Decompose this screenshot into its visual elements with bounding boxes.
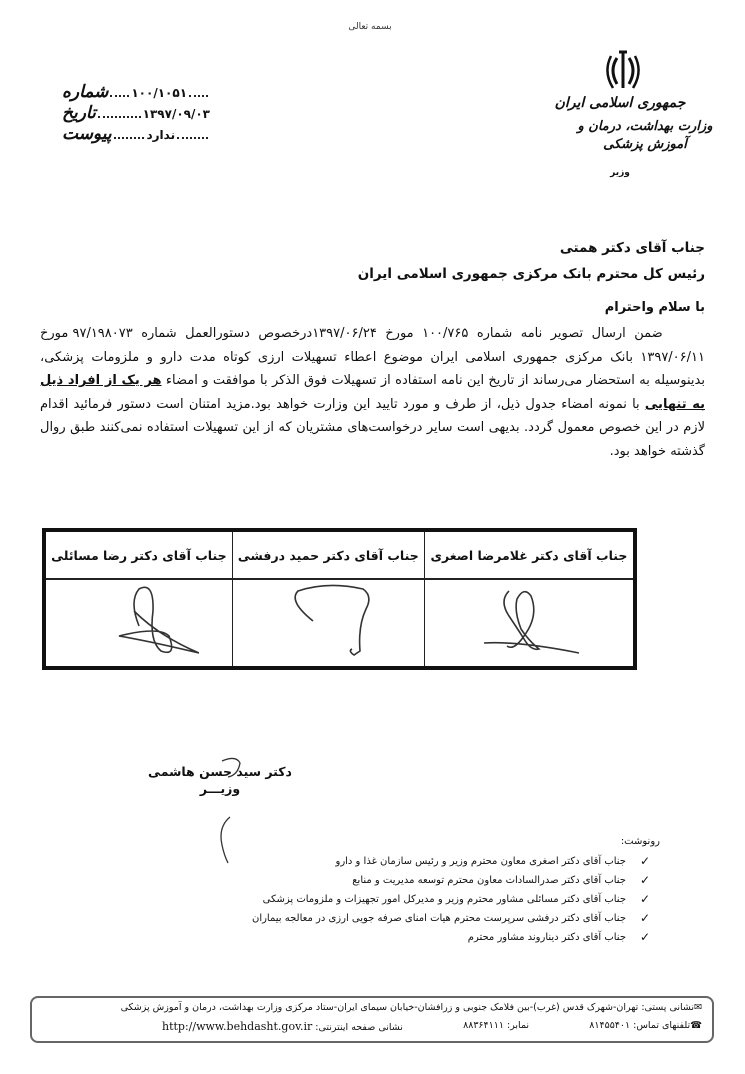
cc-item: [200, 852, 650, 871]
signatory-name: دکتر سید حسن هاشمی: [148, 764, 292, 779]
dotted-leader: [98, 116, 141, 118]
handwritten-signature-3: [79, 581, 199, 661]
dotted-leader: [114, 137, 145, 139]
letter-body: [40, 322, 705, 463]
cc-item-text: جناب آقای دکتر اصغری معاون محترم وزیر و رئیس سازمان غذا و دارو: [335, 856, 626, 867]
footer-phone-text: تلفنهای تماس: ۸۱۴۵۵۴۰۱: [589, 1020, 691, 1031]
handwritten-signature-1: [469, 581, 589, 661]
addressee-name: جناب آقای دکتر همتی: [559, 240, 705, 256]
number-label: شماره: [62, 82, 109, 102]
signature-row: [44, 579, 635, 668]
cc-list: [200, 852, 650, 947]
phone-icon: ☎: [690, 1020, 702, 1031]
meta-date-row: [60, 103, 210, 124]
dotted-leader: [177, 137, 208, 139]
logo-text-republic: جمهوری اسلامی ایران: [554, 95, 686, 111]
cc-item: [200, 871, 650, 890]
cc-title: رونوشت:: [620, 836, 660, 847]
date-value: ۱۳۹۷/۰۹/۰۳: [142, 107, 210, 121]
footer-contacts: [162, 1020, 702, 1033]
signatory-column-3: جناب آقای دکتر رضا مسائلی: [44, 530, 232, 579]
cc-item: [200, 890, 650, 909]
cc-item-text: جناب آقای دکتر درفشی سرپرست محترم هیات امنای صرفه جویی ارزی در معالجه بیماران: [251, 913, 626, 924]
footer-phone: [589, 1020, 702, 1033]
meta-attachment-row: [60, 124, 210, 145]
dotted-leader: [189, 95, 208, 97]
signature-table-header: [44, 530, 635, 579]
meta-number-row: [60, 82, 210, 103]
dotted-leader: [110, 95, 129, 97]
addressee-title: رئیس کل محترم بانک مرکزی جمهوری اسلامی ایران: [357, 266, 705, 282]
letter-footer: [30, 996, 714, 1043]
body-underlined-phrase: هر یک از افراد ذیل به تنهایی: [40, 373, 705, 412]
iran-emblem-icon: [603, 48, 643, 94]
number-value: ۱۰۰/۱۰۵۱: [131, 86, 188, 100]
checkmark-icon: ✓: [639, 930, 650, 944]
minister-signature: [200, 755, 260, 865]
invocation-text: بسمه تعالی: [348, 22, 392, 32]
signature-table: [42, 528, 637, 670]
footer-fax: نمابر: ۸۸۳۶۴۱۱۱: [463, 1020, 530, 1031]
body-paragraph: [40, 322, 705, 463]
body-part-2: با نمونه امضاء جدول ذیل، از طرف و مورد تایید این وزارت خواهد بود.مزید امتنان است دستور فرمائید اقدام لازم در این خصوص معمول گردد. بدیهی است سایر درخواست‌های مشتریان که از این تسهیلات استفاده نمی‌کنند طبق روال گذشته خواهد بود.: [40, 396, 705, 459]
date-label: تاریخ: [62, 103, 96, 123]
signatory-column-1: جناب آقای دکتر غلامرضا اصغری: [424, 530, 635, 579]
footer-website-label: نشانی صفحه اینترنتی:: [315, 1022, 403, 1033]
footer-website-link[interactable]: http://www.behdasht.gov.ir: [162, 1020, 313, 1033]
checkmark-icon: ✓: [639, 873, 650, 887]
logo-text-ministry: وزارت بهداشت، درمان و آموزش پزشکی: [577, 119, 713, 152]
greeting: با سلام واحترام: [604, 300, 705, 315]
cc-item-text: جناب آقای دکتر مسائلی مشاور محترم وزیر و مدیرکل امور تجهیزات و ملزومات پزشکی: [262, 894, 626, 905]
checkmark-icon: ✓: [639, 911, 650, 925]
handwritten-signature-2: [268, 581, 388, 661]
signatory-column-2: جناب آقای دکتر حمید درفشی: [232, 530, 424, 579]
checkmark-icon: ✓: [639, 892, 650, 906]
attachment-label: پیوست: [62, 124, 112, 144]
checkmark-icon: ✓: [639, 854, 650, 868]
signatory-title: وزیـــر: [199, 781, 241, 796]
cc-item-text: جناب آقای دکتر دیناروند مشاور محترم: [467, 932, 626, 943]
body-part-1: ضمن ارسال تصویر نامه شماره ۱۰۰/۷۶۵ مورخ ۱۳۹۷/۰۶/۲۴درخصوص دستورالعمل شماره ۹۷/۱۹۸۰۷۳ مورخ ۱۳۹۷/۰۶/۱۱ بانک مرکزی جمهوری اسلامی ایران موضوع اعطاء تسهیلات ارزی کوتاه مدت دارو و ملزومات پزشکی، بدینوسیله به استحضار می‌رساند از تاریخ این نامه استفاده از تسهیلات فوق الذکر با موافقت و امضاء: [40, 326, 705, 388]
footer-address: [121, 1002, 702, 1013]
signature-cell-3: [44, 579, 232, 668]
cc-item: [200, 909, 650, 928]
signature-cell-2: [232, 579, 424, 668]
addressee: [305, 235, 705, 287]
footer-address-text: نشانی پستی: تهران-شهرک قدس (غرب)-بین فلامک جنوبی و زرافشان-خیابان سیمای ایران-ستاد مرکزی وزارت بهداشت، درمان و آموزش پزشکی: [120, 1002, 695, 1013]
attachment-value: ندارد: [146, 128, 176, 142]
letter-meta: [60, 82, 210, 145]
footer-website: [162, 1020, 403, 1033]
office-label: وزیر: [610, 168, 630, 178]
cc-item: [200, 928, 650, 947]
mail-icon: ✉: [694, 1002, 702, 1013]
signature-cell-1: [424, 579, 635, 668]
cc-item-text: جناب آقای دکتر صدرالسادات معاون محترم توسعه مدیریت و منابع: [352, 875, 626, 886]
